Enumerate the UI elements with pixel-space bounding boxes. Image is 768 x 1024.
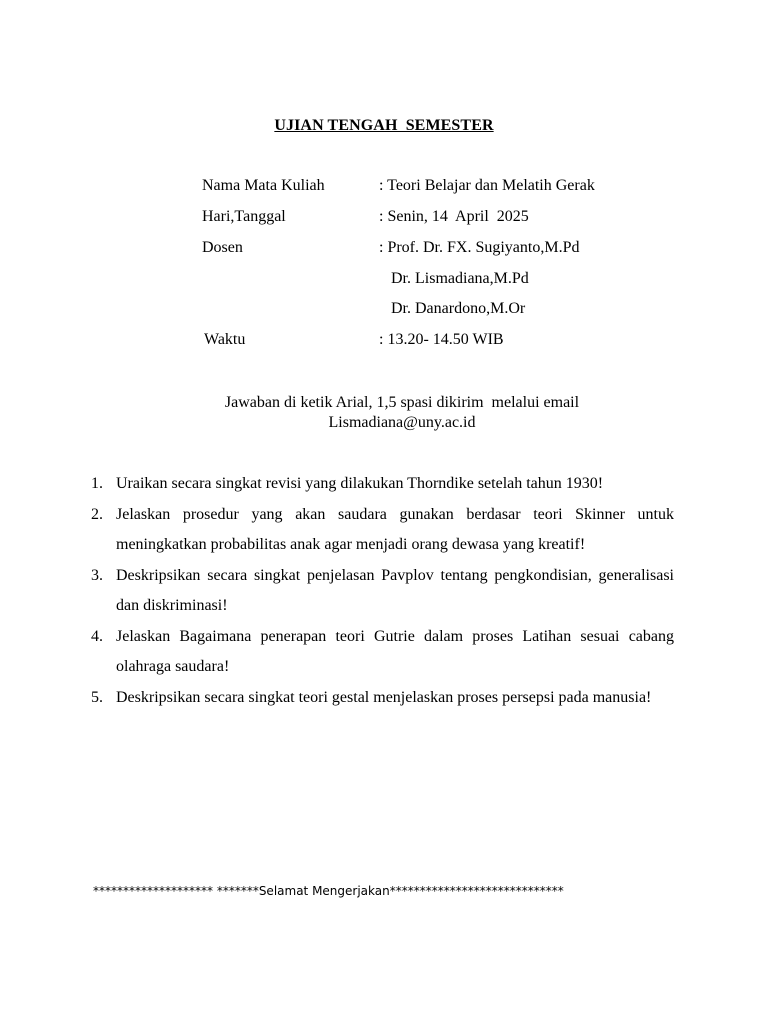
question-item	[91, 469, 674, 499]
question-text: Uraikan secara singkat revisi yang dilakukan Thorndike setelah tahun 1930!	[116, 475, 604, 492]
question-number: 4.	[91, 628, 103, 645]
closing-footer: ******************** *******Selamat Mengerjakan*****************************	[93, 884, 564, 898]
exam-title: UJIAN TENGAH SEMESTER	[274, 117, 494, 134]
question-list	[91, 469, 674, 714]
question-text: Jelaskan Bagaimana penerapan teori Gutrie dalam proses Latihan sesuai cabang olahraga saudara!	[116, 628, 674, 675]
time-label: Waktu	[204, 331, 246, 348]
course-label: Nama Mata Kuliah	[202, 177, 325, 194]
lecturer-value: : Prof. Dr. FX. Sugiyanto,M.Pd	[379, 239, 580, 256]
instructions-email: Lismadiana@uny.ac.id	[328, 414, 476, 431]
instructions-line1: Jawaban di ketik Arial, 1,5 spasi dikirim melalui email	[224, 394, 580, 411]
question-number: 1.	[91, 475, 103, 492]
time-value: : 13.20- 14.50 WIB	[379, 331, 504, 348]
question-text: Deskripsikan secara singkat teori gestal menjelaskan proses persepsi pada manusia!	[116, 689, 652, 706]
lecturer-label: Dosen	[202, 239, 243, 256]
question-text: Deskripsikan secara singkat penjelasan Pavplov tentang pengkondisian, generalisasi dan diskriminasi!	[116, 567, 674, 614]
date-value: : Senin, 14 April 2025	[379, 208, 529, 225]
question-number: 5.	[91, 689, 103, 706]
lecturer-2: Dr. Lismadiana,M.Pd	[391, 270, 529, 287]
date-label: Hari,Tanggal	[202, 208, 286, 225]
question-item	[91, 500, 674, 560]
question-item	[91, 683, 674, 713]
question-item	[91, 622, 674, 682]
question-text: Jelaskan prosedur yang akan saudara gunakan berdasar teori Skinner untuk meningkatkan probabilitas anak agar menjadi orang dewasa yang kreatif!	[116, 506, 674, 553]
question-number: 3.	[91, 567, 103, 584]
course-value: : Teori Belajar dan Melatih Gerak	[379, 177, 595, 194]
question-item	[91, 561, 674, 621]
lecturer-3: Dr. Danardono,M.Or	[391, 300, 526, 317]
question-number: 2.	[91, 506, 103, 523]
